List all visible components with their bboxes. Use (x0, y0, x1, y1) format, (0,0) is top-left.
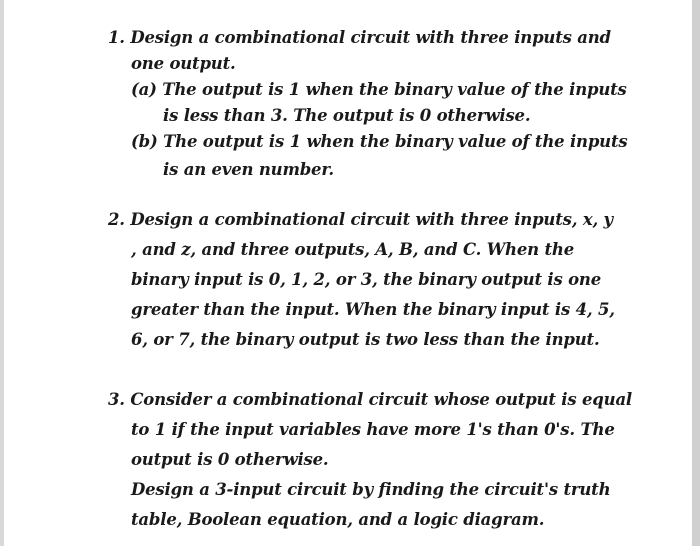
part-a-line-2: is less than 3. The output is 0 otherwise. (163, 106, 531, 125)
part-b-line-1: (b) The output is 1 when the binary value of the inputs (131, 132, 628, 151)
problem-3-line-3: output is 0 otherwise. (131, 450, 329, 469)
problem-2-line-1: 2. Design a combinational circuit with three inputs, x, y (108, 210, 613, 229)
problem-3-line-4: Design a 3-input circuit by finding the circuit's truth (131, 480, 611, 499)
part-a-line-1: (a) The output is 1 when the binary value of the inputs (131, 80, 627, 99)
problem-2-line-3: binary input is 0, 1, 2, or 3, the binary output is one (131, 270, 602, 289)
problem-2-line-5: 6, or 7, the binary output is two less than the input. (131, 330, 600, 349)
problem-1-line-1: 1. Design a combinational circuit with three inputs and (108, 28, 611, 47)
problem-3-line-1: 3. Consider a combinational circuit whose output is equal (108, 390, 633, 409)
problem-1-line-2: one output. (131, 54, 236, 73)
problem-3-line-5: table, Boolean equation, and a logic diagram. (131, 510, 545, 529)
part-b-line-2: is an even number. (163, 160, 334, 179)
problem-2-line-2: , and z, and three outputs, A, B, and C. When the (131, 240, 574, 259)
problem-2-line-4: greater than the input. When the binary input is 4, 5, (131, 300, 615, 319)
problem-3-line-2: to 1 if the input variables have more 1's than 0's. The (131, 420, 615, 439)
